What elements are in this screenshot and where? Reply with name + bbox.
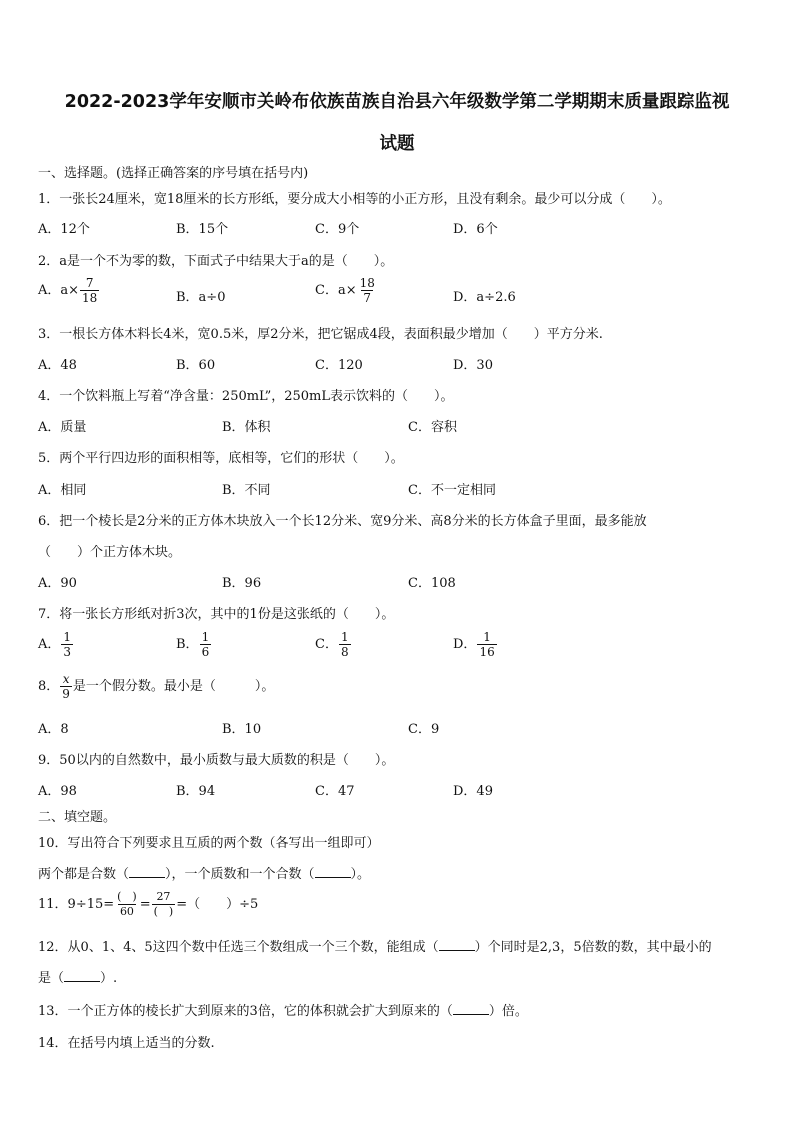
fraction-numerator: ( ) <box>117 890 137 903</box>
fraction-denominator: 7 <box>363 291 372 305</box>
q6-option-c: C．108 <box>408 576 456 591</box>
q7-option-c-fraction <box>339 630 351 659</box>
q1-option-d: D．6个 <box>453 222 498 237</box>
fraction-denominator: 6 <box>201 645 210 659</box>
q7-option-b-fraction <box>200 630 212 659</box>
q8-option-a: A．8 <box>38 722 69 737</box>
question-14: 14．在括号内填上适当的分数. <box>38 1036 215 1051</box>
q13-part2: ）倍。 <box>488 1004 528 1019</box>
q13-part1: 13．一个正方体的棱长扩大到原来的3倍，它的体积就会扩大到原来的（ <box>38 1004 453 1019</box>
q11-fraction-2 <box>152 890 176 919</box>
q11-equals: = <box>139 897 151 912</box>
q9-option-b: B．94 <box>176 784 216 799</box>
fraction-numerator: 1 <box>201 630 210 644</box>
question-12-line1 <box>38 936 712 955</box>
q8-option-b: B．10 <box>222 722 262 737</box>
q1-option-a: A．12个 <box>38 222 90 237</box>
q7-option-a-prefix: A． <box>38 637 61 652</box>
fraction-denominator: ( ) <box>153 905 174 918</box>
q11-suffix: =（ ）÷5 <box>176 897 259 912</box>
fraction-denominator: 8 <box>340 645 349 659</box>
q2-option-a-fraction <box>80 276 99 305</box>
question-7: 7．将一张长方形纸对折3次，其中的1份是这张纸的（ ）。 <box>38 607 395 622</box>
answer-blank[interactable] <box>64 969 100 982</box>
question-8 <box>38 672 274 701</box>
question-10-line2 <box>38 863 370 882</box>
q4-option-a: A．质量 <box>38 420 87 435</box>
fraction-numerator: 1 <box>483 630 491 644</box>
answer-blank[interactable] <box>453 1002 489 1015</box>
fraction-numerator: 1 <box>63 630 72 644</box>
q12-part4: ）. <box>100 971 118 986</box>
q2-option-c <box>315 276 378 305</box>
section-heading-fill: 二、填空题。 <box>38 810 117 825</box>
q1-option-b: B．15个 <box>176 222 229 237</box>
q5-option-c: C．不一定相同 <box>408 483 496 498</box>
q7-option-a <box>38 630 74 659</box>
fraction-numerator: x <box>62 672 70 686</box>
q4-option-b: B．体积 <box>222 420 271 435</box>
q7-option-d-prefix: D． <box>453 637 477 652</box>
fraction-numerator: 27 <box>156 890 171 903</box>
answer-blank[interactable] <box>129 865 165 878</box>
exam-title-line1: 2022-2023学年安顺市关岭布依族苗族自治县六年级数学第二学期期末质量跟踪监视 <box>64 92 730 112</box>
fraction-denominator: 18 <box>82 291 98 305</box>
q7-option-c <box>315 630 352 659</box>
fraction-denominator: 3 <box>63 645 72 659</box>
question-11 <box>38 890 258 919</box>
q12-part1: 12．从0、1、4、5这四个数中任选三个数组成一个三个数，能组成（ <box>38 940 439 955</box>
q7-option-c-prefix: C． <box>315 637 338 652</box>
q2-option-b: B．a÷0 <box>176 290 226 305</box>
q6-option-b: B．96 <box>222 576 262 591</box>
question-6-line2: （ ）个正方体木块。 <box>38 545 182 560</box>
answer-blank[interactable] <box>315 865 351 878</box>
question-5: 5．两个平行四边形的面积相等，底相等，它们的形状（ ）。 <box>38 451 404 466</box>
fraction-denominator: 16 <box>479 645 495 659</box>
q10-part1: 两个都是合数（ <box>38 867 130 882</box>
q8-option-c: C．9 <box>408 722 440 737</box>
q3-option-c: C．120 <box>315 358 363 373</box>
q8-fraction <box>60 672 72 701</box>
q5-option-a: A．相同 <box>38 483 87 498</box>
q12-part2: ）个同时是2,3，5倍数的数，其中最小的 <box>474 940 712 955</box>
question-12-line2 <box>38 967 117 986</box>
q2-option-d: D．a÷2.6 <box>453 290 516 305</box>
q6-option-a: A．90 <box>38 576 77 591</box>
q10-part2: ），一个质数和一个合数（ <box>165 867 315 882</box>
q5-option-b: B．不同 <box>222 483 271 498</box>
q10-part3: ）。 <box>350 867 371 882</box>
q3-option-b: B．60 <box>176 358 216 373</box>
q8-text: 是一个假分数。最小是（ ）。 <box>72 679 275 694</box>
question-1: 1．一张长24厘米，宽18厘米的长方形纸，要分成大小相等的小正方形，且没有剩余。最少可以分成（ ）。 <box>38 192 671 207</box>
q7-option-d-fraction <box>477 630 496 659</box>
question-4: 4．一个饮料瓶上写着“净含量：250mL”，250mL表示饮料的（ ）。 <box>38 389 454 404</box>
fraction-numerator: 18 <box>359 276 375 290</box>
q2-option-c-prefix: C．a× <box>315 283 357 298</box>
q7-option-b-prefix: B． <box>176 637 199 652</box>
question-13 <box>38 1000 528 1019</box>
question-3: 3．一根长方体木料长4米，宽0.5米，厚2分米，把它锯成4段，表面积最少增加（ ）平方分米. <box>38 327 603 342</box>
q11-fraction-1 <box>115 890 139 919</box>
q3-option-a: A．48 <box>38 358 77 373</box>
fraction-denominator: 9 <box>62 687 70 701</box>
q1-option-c: C．9个 <box>315 222 360 237</box>
q4-option-c: C．容积 <box>408 420 457 435</box>
q7-option-a-fraction <box>61 630 73 659</box>
q9-option-c: C．47 <box>315 784 355 799</box>
section-heading-choice: 一、选择题。(选择正确答案的序号填在括号内) <box>38 166 309 181</box>
q2-option-a-prefix: A．a× <box>38 283 80 298</box>
q11-prefix: 11．9÷15= <box>38 897 115 912</box>
question-2: 2．a是一个不为零的数，下面式子中结果大于a的是（ ）。 <box>38 254 394 269</box>
q7-option-d <box>453 630 498 659</box>
q8-prefix: 8． <box>38 679 60 694</box>
q2-option-c-fraction <box>358 276 377 305</box>
q2-option-a <box>38 276 100 305</box>
answer-blank[interactable] <box>439 938 475 951</box>
q7-option-b <box>176 630 212 659</box>
fraction-numerator: 7 <box>85 276 94 290</box>
question-6-line1: 6．把一个棱长是2分米的正方体木块放入一个长12分米、宽9分米、高8分米的长方体盒子里面，最多能放 <box>38 514 647 529</box>
question-9: 9．50以内的自然数中，最小质数与最大质数的积是（ ）。 <box>38 753 395 768</box>
q9-option-d: D．49 <box>453 784 493 799</box>
q9-option-a: A．98 <box>38 784 77 799</box>
question-10-line1: 10．写出符合下列要求且互质的两个数（各写出一组即可） <box>38 836 380 851</box>
exam-title-line2: 试题 <box>379 134 415 154</box>
fraction-numerator: 1 <box>340 630 349 644</box>
q3-option-d: D．30 <box>453 358 493 373</box>
fraction-denominator: 60 <box>119 905 134 918</box>
q12-part3: 是（ <box>38 971 65 986</box>
